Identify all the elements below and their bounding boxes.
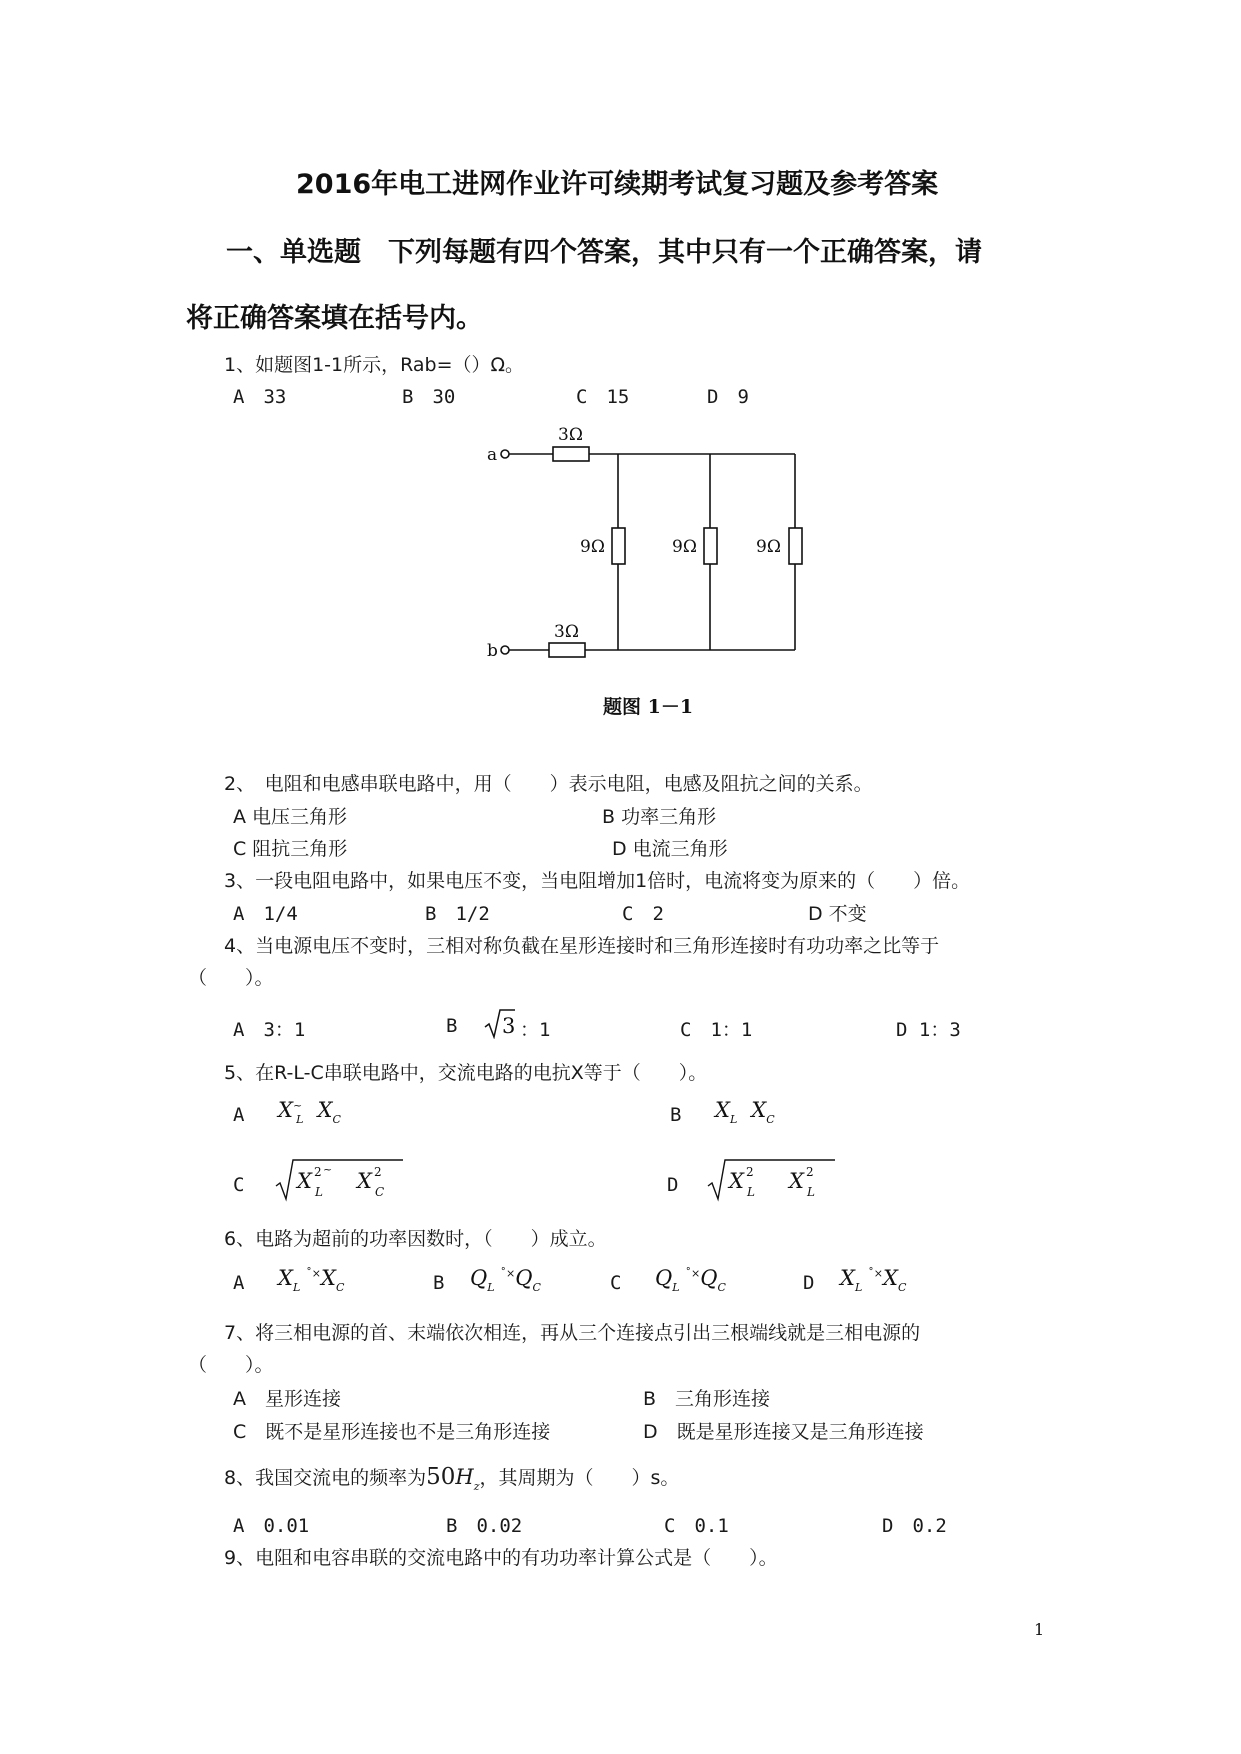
q6-letter-d: D	[803, 1272, 815, 1294]
page-number: 1	[1034, 1620, 1045, 1639]
q5b-x1: X	[715, 1098, 730, 1122]
q7-option-d: D 既是星形连接又是三角形连接	[643, 1421, 924, 1443]
q5d-sub-l2: L	[807, 1185, 815, 1199]
q6d-x2: X	[882, 1266, 898, 1290]
q5-option-d-formula	[707, 1156, 837, 1202]
q5-option-c-formula	[275, 1156, 405, 1202]
q5c-x1: X	[297, 1169, 312, 1193]
q5c-sup2: 2	[374, 1165, 382, 1179]
q6b-q1: Q	[470, 1266, 488, 1290]
section-heading-line2: 将正确答案填在括号内。	[186, 303, 483, 334]
resistor-top-label: 3Ω	[558, 425, 583, 445]
q5-option-a-formula	[278, 1098, 341, 1126]
q7-option-a: A 星形连接	[233, 1388, 341, 1410]
shunt-2-label: 9Ω	[672, 537, 697, 557]
q2-option-d: D 电流三角形	[612, 838, 728, 860]
q6-letter-c: C	[610, 1272, 622, 1294]
q6d-x1: X	[840, 1266, 855, 1290]
shunt-3-label: 9Ω	[756, 537, 781, 557]
q1-option-b: B 30	[402, 386, 456, 408]
q3-option-c: C 2	[622, 903, 664, 925]
question-7-line2: （ ）。	[188, 1354, 274, 1376]
question-4-line1: 4、当电源电压不变时，三相对称负截在星形连接时和三角形连接时有功功率之比等于	[224, 935, 940, 957]
q4-option-b-letter: B	[446, 1015, 458, 1037]
q5-letter-c: C	[233, 1174, 245, 1196]
q5c-tilde: ~	[323, 1163, 333, 1176]
q5b-sub-l: L	[729, 1113, 738, 1126]
resistor-top	[553, 447, 589, 461]
q6c-sub-l: L	[672, 1281, 680, 1294]
q5d-x2: X	[789, 1169, 804, 1193]
question-2: 2、 电阻和电感串联电路中，用（ ）表示电阻，电感及阻抗之间的关系。	[224, 773, 873, 795]
question-7-line1: 7、将三相电源的首、末端依次相连，再从三个连接点引出三根端线就是三相电源的	[224, 1322, 921, 1344]
q5b-x2: X	[751, 1098, 767, 1122]
resistor-shunt-2	[704, 528, 717, 564]
q5-letter-b: B	[670, 1104, 682, 1126]
resistor-shunt-3	[789, 528, 802, 564]
q6b-sub-l: L	[487, 1281, 495, 1294]
q6b-sub-c: C	[532, 1281, 541, 1294]
q8-text-post: ，其周期为（ ）s。	[479, 1467, 680, 1489]
q4-option-a: A 3：1	[233, 1019, 306, 1041]
q8-option-a: A 0.01	[233, 1515, 310, 1537]
sqrt-radicand: 3	[502, 1014, 516, 1038]
q5-letter-d: D	[667, 1174, 679, 1196]
q5d-sup2: 2	[806, 1165, 814, 1179]
q6a-sub-l: L	[292, 1281, 301, 1294]
q6c-sub-c: C	[717, 1281, 726, 1294]
terminal-a	[501, 450, 509, 458]
question-4-line2: （ ）。	[188, 967, 274, 989]
question-1: 1、如题图1-1所示，Rab=（）Ω。	[224, 354, 525, 376]
q5c-sup1: 2	[314, 1165, 322, 1179]
q5a-x2: X	[317, 1098, 333, 1122]
q6c-symbol: ˚×	[685, 1267, 701, 1280]
section-heading-line1: 一、单选题 下列每题有四个答案，其中只有一个正确答案，请	[226, 237, 982, 268]
q5b-sub-c: C	[766, 1113, 775, 1126]
document-title: 2016年电工进网作业许可续期考试复习题及参考答案	[296, 169, 939, 200]
q5d-x1: X	[729, 1169, 744, 1193]
q6a-sub-c: C	[335, 1281, 345, 1294]
q5c-sub-l: L	[315, 1185, 323, 1199]
q6d-sub-l: L	[854, 1281, 863, 1294]
q8-option-c: C 0.1	[664, 1515, 729, 1537]
q6a-symbol: ˚×	[306, 1267, 321, 1280]
resistor-bottom	[549, 643, 585, 657]
q5-option-b-formula	[715, 1098, 775, 1126]
q8-option-b: B 0.02	[446, 1515, 523, 1537]
q1-option-a: A 33	[233, 386, 287, 408]
q3-option-d: D 不变	[808, 903, 867, 925]
q4-option-b-ratio: ：1	[520, 1019, 551, 1041]
question-6: 6、电路为超前的功率因数时，（ ）成立。	[224, 1228, 607, 1250]
q6-letter-b: B	[433, 1272, 445, 1294]
q4-option-c: C 1：1	[680, 1019, 753, 1041]
question-8	[224, 1463, 680, 1493]
node-label-a: a	[487, 445, 498, 465]
q8-freq-value: 50	[426, 1464, 456, 1490]
sqrt-symbol	[484, 1007, 516, 1039]
node-label-b: b	[487, 641, 498, 661]
circuit-diagram	[470, 418, 820, 668]
q6c-q2: Q	[700, 1266, 718, 1290]
q5a-tilde: ~	[292, 1099, 303, 1112]
q1-option-c: C 15	[576, 386, 630, 408]
q2-option-a: A 电压三角形	[233, 806, 348, 828]
q6-option-d-formula	[840, 1266, 907, 1294]
q6b-symbol: ˚×	[500, 1267, 516, 1280]
q8-text-pre: 8、我国交流电的频率为	[224, 1467, 427, 1489]
q8-freq-sub: z	[473, 1480, 480, 1493]
q6-option-b-formula	[470, 1266, 541, 1294]
q6-letter-a: A	[233, 1272, 245, 1294]
q6d-sub-c: C	[897, 1281, 907, 1294]
q5a-sub-c: C	[332, 1113, 341, 1126]
resistor-shunt-1	[612, 528, 625, 564]
terminal-b	[501, 646, 509, 654]
q5d-sup1: 2	[746, 1165, 754, 1179]
q7-option-c: C 既不是星形连接也不是三角形连接	[233, 1421, 551, 1443]
q5d-sub-l: L	[747, 1185, 755, 1199]
q7-option-b: B 三角形连接	[643, 1388, 771, 1410]
q2-option-c: C 阻抗三角形	[233, 838, 348, 860]
q5-letter-a: A	[233, 1104, 245, 1126]
q5a-sub-l: L	[296, 1113, 304, 1126]
q4-option-d: D 1：3	[896, 1019, 961, 1041]
q6b-q2: Q	[515, 1266, 533, 1290]
q5c-sub-c: C	[375, 1185, 385, 1199]
question-9: 9、电阻和电容串联的交流电路中的有功功率计算公式是（ ）。	[224, 1547, 778, 1569]
shunt-1-label: 9Ω	[580, 537, 605, 557]
q6d-symbol: ˚×	[868, 1267, 883, 1280]
question-5: 5、在R-L-C串联电路中，交流电路的电抗X等于（ ）。	[224, 1062, 708, 1084]
q8-option-d: D 0.2	[882, 1515, 947, 1537]
figure-caption: 题图 1－1	[603, 696, 694, 718]
q2-option-b: B 功率三角形	[602, 806, 717, 828]
q6a-x2: X	[320, 1266, 336, 1290]
q5a-x1: X	[278, 1098, 293, 1122]
q8-freq-unit: H	[455, 1465, 474, 1489]
q5c-x2: X	[357, 1169, 372, 1193]
q6-option-a-formula	[278, 1266, 345, 1294]
q3-option-b: B 1/2	[425, 903, 490, 925]
q1-option-d: D 9	[707, 386, 749, 408]
question-3: 3、一段电阻电路中，如果电压不变，当电阻增加1倍时，电流将变为原来的（ ）倍。	[224, 870, 971, 892]
resistor-bottom-label: 3Ω	[554, 622, 579, 642]
q6c-q1: Q	[655, 1266, 673, 1290]
q6-option-c-formula	[655, 1266, 726, 1294]
q3-option-a: A 1/4	[233, 903, 298, 925]
q6a-x1: X	[278, 1266, 293, 1290]
